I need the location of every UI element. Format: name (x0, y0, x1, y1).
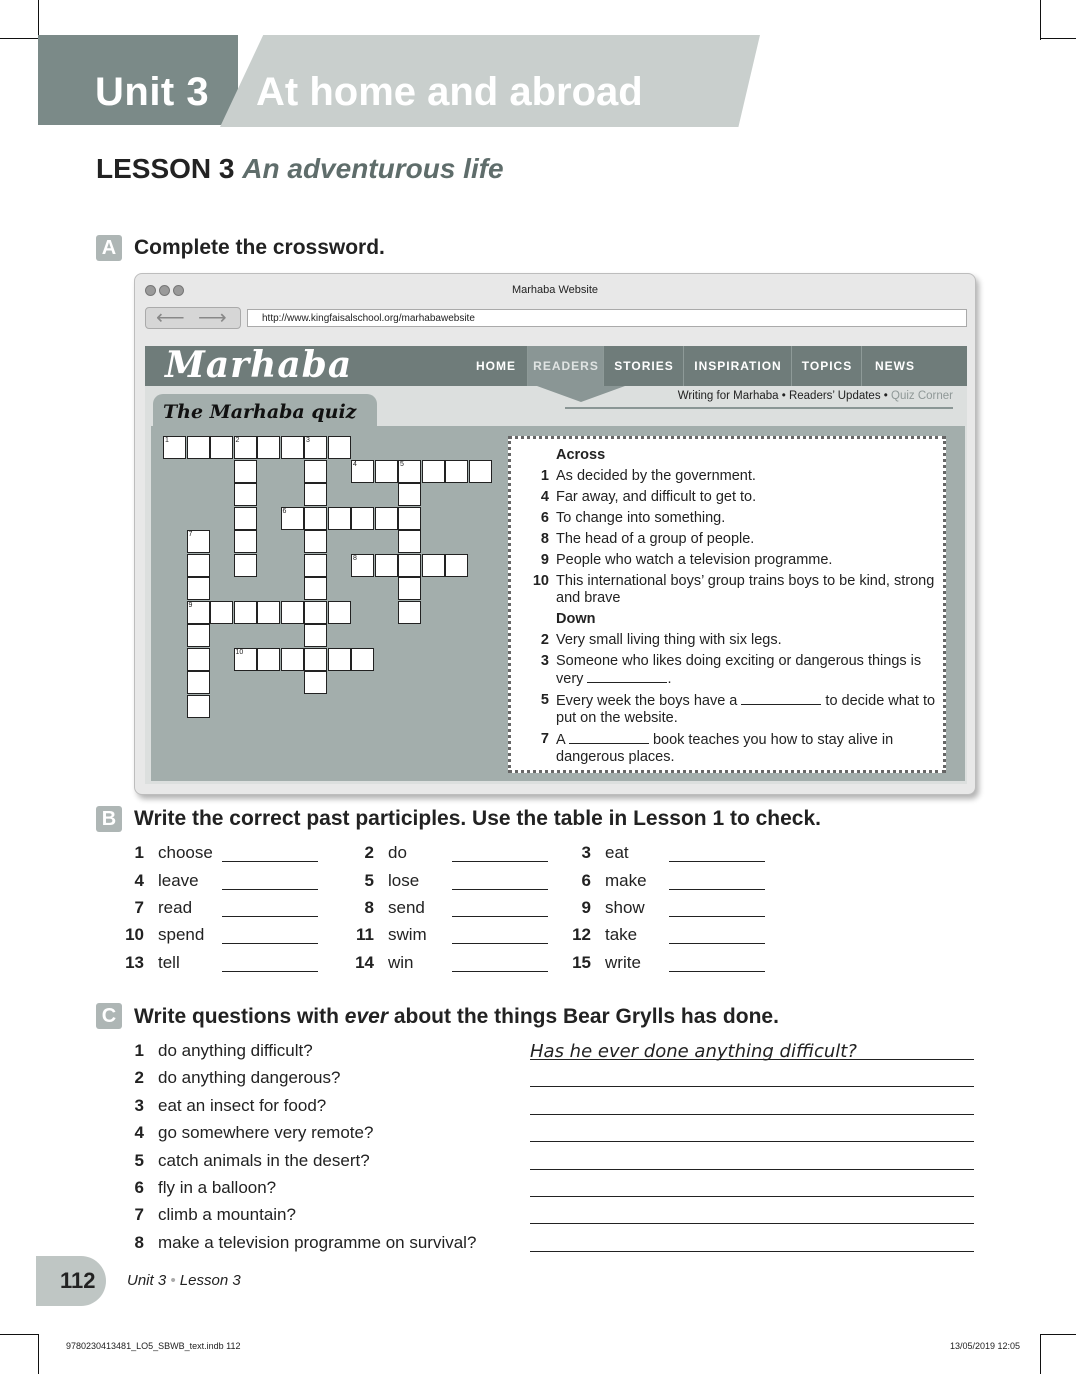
lesson-heading (96, 153, 504, 185)
subnav-writing[interactable]: Writing for Marhaba (677, 390, 779, 402)
crossword-cell[interactable] (281, 436, 304, 459)
crossword-cell[interactable] (234, 460, 257, 483)
base-verb: read (158, 898, 193, 917)
answer-line[interactable] (669, 888, 765, 890)
clue-number: 7 (540, 731, 549, 747)
answer-line[interactable] (669, 970, 765, 972)
question-number: 2 (134, 1068, 144, 1088)
base-verb: send (388, 898, 425, 917)
nav-readers[interactable]: READERS (527, 346, 604, 386)
item-number: 3 (581, 843, 591, 862)
clue-text: Every week the boys have a to decide what to put on the website. (556, 693, 936, 726)
crossword-cell[interactable] (398, 483, 421, 506)
crossword-cell[interactable] (375, 507, 398, 530)
crossword-number: 9 (188, 601, 193, 609)
crossword-cell[interactable] (234, 554, 257, 577)
answer-line[interactable] (222, 915, 318, 917)
answer-line[interactable] (669, 915, 765, 917)
forward-arrow-icon[interactable]: ⟶ (198, 307, 227, 329)
item-number: 8 (364, 898, 374, 917)
subnav-updates[interactable]: Readers’ Updates (788, 390, 881, 402)
sub-navigation: Writing for Marhaba • Readers’ Updates • Quiz Corner (565, 390, 953, 409)
crossword-cell[interactable] (398, 530, 421, 553)
answer-line[interactable] (222, 888, 318, 890)
clues-box (508, 436, 946, 773)
crossword-cell[interactable] (234, 483, 257, 506)
crossword-cell[interactable] (304, 648, 327, 671)
crossword-cell[interactable] (375, 460, 398, 483)
clue-number: 3 (540, 653, 549, 669)
item-number: 1 (134, 843, 144, 862)
base-verb: write (605, 953, 641, 972)
crossword-cell[interactable] (187, 671, 210, 694)
answer-line[interactable] (530, 1250, 974, 1252)
crossword-number: 8 (353, 554, 357, 562)
answer-line[interactable] (452, 970, 548, 972)
down-heading: Down (556, 611, 596, 627)
crossword-cell[interactable] (187, 554, 210, 577)
question-prompt: do anything difficult? (158, 1041, 313, 1060)
clue-number: 6 (540, 510, 549, 526)
answer-blank[interactable] (587, 670, 667, 683)
clue-text: Very small living thing with six legs. (556, 632, 782, 648)
crossword-cell[interactable] (257, 436, 280, 459)
crossword-cell[interactable] (210, 436, 233, 459)
answer-line[interactable] (530, 1168, 974, 1170)
example-answer: Has he ever done anything difficult? (530, 1041, 857, 1062)
crossword-cell[interactable] (304, 671, 327, 694)
clue-number: 9 (540, 552, 549, 568)
item-number: 6 (581, 871, 591, 890)
crossword-cell[interactable] (304, 483, 327, 506)
crossword-cell[interactable] (328, 601, 351, 624)
question-prompt: climb a mountain? (158, 1205, 296, 1225)
section-c-instruction: Write questions with ever about the things Bear Grylls has done. (134, 1005, 779, 1028)
question-number: 8 (134, 1232, 144, 1252)
question-number: 5 (134, 1150, 144, 1170)
clue-text: A book teaches you how to stay alive in dangerous places. (556, 732, 894, 765)
file-slug: 9780230413481_LO5_SBWB_text.indb 112 (66, 1341, 241, 1351)
question-number: 1 (134, 1041, 144, 1060)
quiz-title: The Marhaba quiz (163, 401, 357, 423)
item-number: 13 (125, 953, 144, 972)
answer-line[interactable] (669, 942, 765, 944)
crossword-cell[interactable] (422, 460, 445, 483)
answer-line[interactable] (222, 942, 318, 944)
section-a-badge: A (96, 235, 122, 261)
crossword-cell[interactable] (304, 530, 327, 553)
crossword-number: 3 (306, 437, 310, 444)
crossword-cell[interactable] (422, 554, 445, 577)
crossword-cell[interactable] (304, 460, 327, 483)
item-number: 4 (134, 871, 144, 890)
crossword-cell[interactable] (234, 507, 257, 530)
clue-text: This international boys’ group trains boys to be kind, strong and brave (556, 573, 935, 606)
answer-line[interactable] (530, 1113, 974, 1115)
item-number: 5 (364, 871, 374, 890)
question-prompt: eat an insect for food? (158, 1095, 327, 1115)
crossword-cell[interactable] (398, 601, 421, 624)
question-number: 7 (134, 1205, 144, 1225)
base-verb: make (605, 871, 647, 890)
answer-line[interactable] (452, 860, 548, 862)
clue-number: 8 (540, 531, 549, 547)
crossword-cell[interactable] (304, 601, 327, 624)
base-verb: win (388, 953, 414, 972)
base-verb: swim (388, 925, 427, 944)
crossword-cell[interactable] (398, 507, 421, 530)
lesson-label: LESSON 3 (96, 153, 235, 184)
base-verb: show (605, 898, 645, 917)
question-prompt: go somewhere very remote? (158, 1123, 374, 1143)
crossword-cell[interactable] (304, 554, 327, 577)
crossword-cell[interactable] (469, 460, 492, 483)
crossword-cell[interactable] (304, 577, 327, 600)
clue-text: To change into something. (556, 510, 726, 526)
answer-line[interactable] (452, 915, 548, 917)
answer-line[interactable] (452, 942, 548, 944)
crossword-cell[interactable] (445, 554, 468, 577)
crossword-number: 10 (235, 648, 244, 656)
question-number: 4 (134, 1123, 144, 1143)
crossword-number: 7 (188, 531, 193, 538)
crossword-cell[interactable] (351, 507, 374, 530)
subnav-quiz-corner[interactable]: Quiz Corner (891, 390, 953, 402)
crossword-cell[interactable] (187, 624, 210, 647)
answer-line[interactable] (530, 1140, 974, 1142)
question-number: 3 (134, 1095, 144, 1115)
base-verb: take (605, 925, 638, 944)
crossword-number: 4 (353, 460, 357, 468)
across-heading: Across (556, 447, 606, 463)
crossword-cell[interactable] (445, 460, 468, 483)
base-verb: leave (158, 871, 199, 890)
crossword-cell[interactable] (328, 507, 351, 530)
crossword-cell[interactable] (281, 648, 304, 671)
item-number: 7 (134, 898, 144, 917)
item-number: 2 (364, 843, 374, 862)
nav-stories[interactable]: STORIES (603, 346, 684, 386)
crossword-cell[interactable] (328, 436, 351, 459)
answer-line[interactable] (530, 1085, 974, 1087)
answer-line[interactable] (530, 1195, 974, 1197)
window-title: Marhaba Website (511, 284, 598, 296)
answer-line[interactable] (452, 888, 548, 890)
clue-number: 10 (532, 573, 549, 589)
crossword-cell[interactable] (304, 507, 327, 530)
crossword-cell[interactable] (187, 577, 210, 600)
base-verb: spend (158, 925, 205, 944)
section-a-instruction: Complete the crossword. (134, 236, 385, 259)
nav-inspiration[interactable]: INSPIRATION (683, 346, 792, 386)
base-verb: lose (388, 871, 420, 890)
crossword-cell[interactable] (304, 624, 327, 647)
crossword-cell[interactable] (375, 554, 398, 577)
crossword-cell[interactable] (210, 601, 233, 624)
item-number: 11 (356, 925, 374, 944)
clue-number: 2 (540, 632, 549, 648)
section-b-instruction: Write the correct past participles. Use the table in Lesson 1 to check. (134, 807, 821, 830)
footer-label: Unit 3 • Lesson 3 (127, 1272, 241, 1289)
nav-topics[interactable]: TOPICS (791, 346, 862, 386)
item-number: 15 (572, 953, 591, 972)
crossword-number: 2 (235, 437, 240, 444)
back-arrow-icon[interactable]: ⟵ (156, 307, 185, 329)
crossword-cell[interactable] (257, 601, 280, 624)
crossword-cell[interactable] (351, 648, 374, 671)
question-number: 6 (134, 1178, 144, 1197)
clue-text: Far away, and difficult to get to. (556, 489, 757, 505)
question-prompt: do anything dangerous? (158, 1068, 341, 1088)
item-number: 14 (355, 953, 374, 972)
crossword-cell[interactable] (398, 577, 421, 600)
crossword-cell[interactable] (187, 436, 210, 459)
clue-number: 5 (540, 692, 549, 708)
print-timestamp: 13/05/2019 12:05 (950, 1341, 1021, 1351)
nav-home[interactable]: HOME (476, 359, 516, 373)
clue-text: Someone who likes doing exciting or dangerous things is very . (556, 653, 922, 687)
crossword-number: 1 (165, 437, 169, 444)
item-number: 9 (581, 898, 591, 917)
crossword-cell[interactable] (398, 554, 421, 577)
clue-text: People who watch a television programme. (556, 552, 833, 568)
url-bar[interactable]: http://www.kingfaisalschool.org/marhabawebsite (247, 309, 967, 327)
clue-number: 4 (540, 489, 549, 505)
question-prompt: catch animals in the desert? (158, 1150, 370, 1170)
section-b-badge: B (96, 806, 122, 832)
crossword-cell[interactable] (187, 648, 210, 671)
base-verb: tell (158, 953, 180, 972)
answer-line[interactable] (222, 970, 318, 972)
answer-line[interactable] (222, 860, 318, 862)
crossword-number: 6 (282, 507, 287, 515)
base-verb: choose (158, 843, 213, 862)
clue-number: 1 (540, 468, 549, 484)
base-verb: eat (605, 843, 629, 862)
unit-label: Unit 3 (95, 70, 210, 114)
unit-title: At home and abroad (256, 70, 643, 114)
crossword-cell[interactable] (234, 530, 257, 553)
site-header (145, 346, 967, 386)
answer-line[interactable] (669, 860, 765, 862)
question-prompt: make a television programme on survival? (158, 1232, 477, 1252)
crossword-cell[interactable] (328, 648, 351, 671)
page-number: 112 (60, 1268, 96, 1293)
lesson-title: An adventurous life (242, 153, 504, 184)
crossword-number: 5 (400, 460, 404, 468)
item-number: 10 (125, 925, 144, 944)
site-logo[interactable]: Marhaba (165, 344, 353, 386)
answer-blank[interactable] (741, 692, 821, 705)
item-number: 12 (572, 925, 591, 944)
crossword-cell[interactable] (281, 601, 304, 624)
nav-news[interactable]: NEWS (861, 346, 928, 386)
base-verb: do (388, 843, 407, 862)
answer-line[interactable] (530, 1222, 974, 1224)
question-prompt: fly in a balloon? (158, 1178, 277, 1197)
answer-blank[interactable] (569, 731, 649, 744)
crossword-cell[interactable] (234, 601, 257, 624)
crossword-cell[interactable] (257, 648, 280, 671)
clue-text: As decided by the government. (556, 468, 756, 484)
crossword-cell[interactable] (187, 695, 210, 718)
section-c-badge: C (96, 1003, 122, 1029)
nav-buttons (145, 307, 241, 329)
clue-text: The head of a group of people. (556, 531, 755, 547)
